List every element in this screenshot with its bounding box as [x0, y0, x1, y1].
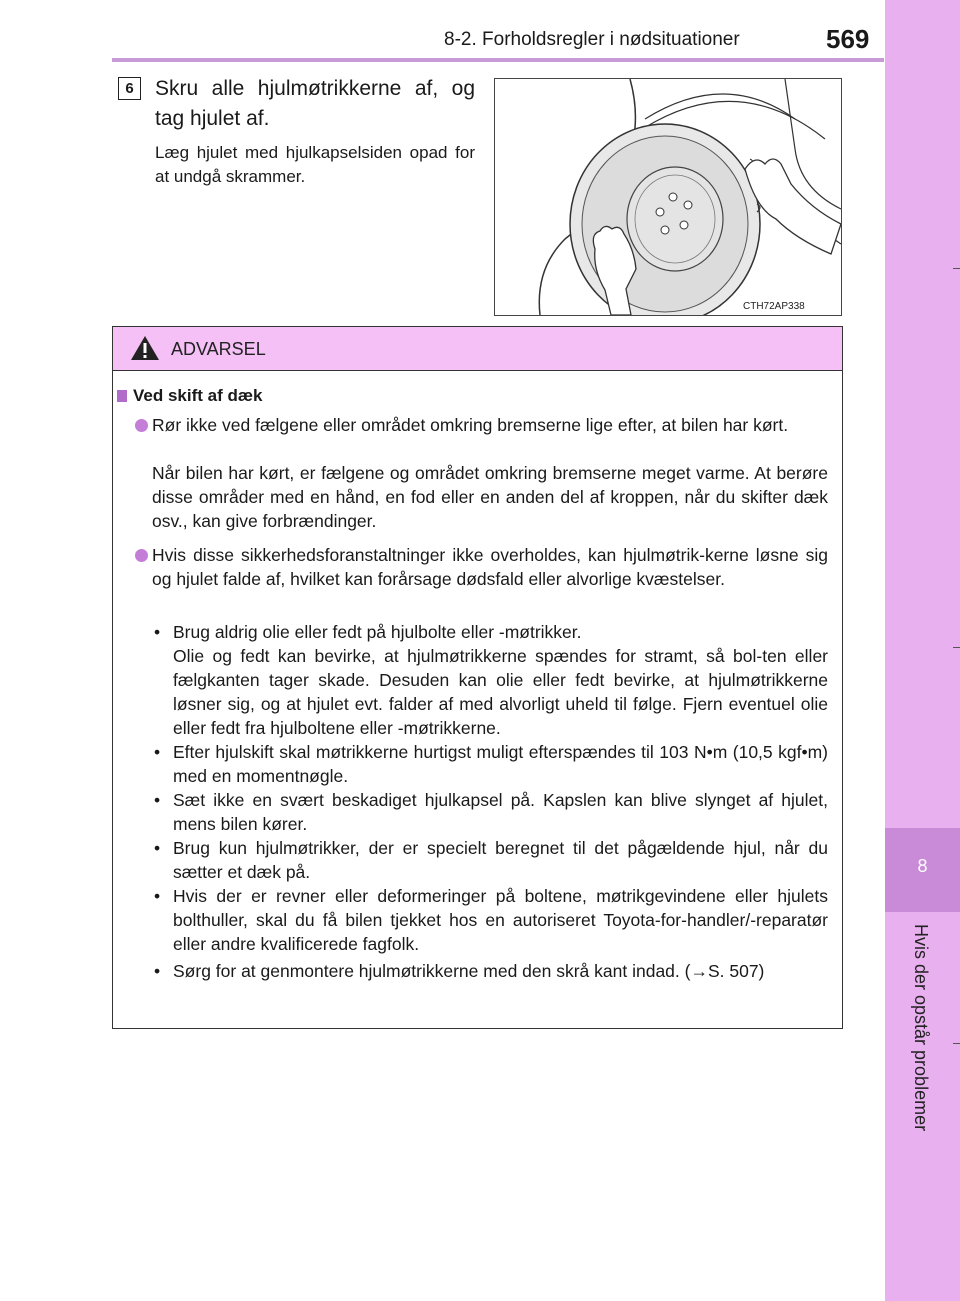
square-bullet-icon	[117, 390, 127, 402]
circle-bullet-icon	[135, 549, 148, 562]
crop-mark	[953, 268, 960, 269]
list-item-text: Olie og fedt kan bevirke, at hjulmøtrikkerne spændes for stramt, så bol-ten eller fælgkanten tager skade. Desuden kan olie eller fedt bevirke, at hjulmøtrikkerne løsner sig, og at hjulet evt. falder af med alvorligt uheld til følge. Fjern eventuel olie eller fedt fra hjulboltene eller -møtrikkerne.	[173, 646, 828, 738]
circle-bullet-icon	[135, 419, 148, 432]
list-item: • Brug kun hjulmøtrikker, der er specielt beregnet til det pågældende hjul, når du sætter et dæk på.	[152, 836, 828, 884]
list-item: • Sæt ikke en svært beskadiget hjulkapsel på. Kapslen kan blive slynget af hjulet, mens bilen kører.	[152, 788, 828, 836]
section-title: 8-2. Forholdsregler i nødsituationer	[444, 29, 740, 50]
list-item-continuation	[152, 644, 828, 740]
warning-subheading-text: Ved skift af dæk	[133, 386, 263, 405]
wheel-removal-illustration	[494, 78, 842, 316]
crop-mark	[953, 647, 960, 648]
warning-paragraph: Hvis disse sikkerhedsforanstaltninger ikke overholdes, kan hjulmøtrik-kerne løsne sig og hjulet falde af, hvilket kan forårsage dødsfald eller alvorlige kvæstelser.	[152, 545, 828, 589]
list-item: • Efter hjulskift skal møtrikkerne hurtigst muligt efterspændes til 103 N•m (10,5 kgf•m) med en momentnøgle.	[152, 740, 828, 788]
wheel-removal-drawing	[495, 79, 841, 315]
list-item: • Sørg for at genmontere hjulmøtrikkerne med den skrå kant indad. (→S. 507)	[152, 956, 828, 986]
header-rule	[112, 58, 884, 62]
step-instruction: Skru alle hjulmøtrikkerne af, og tag hjulet af.	[155, 77, 475, 130]
step-number-badge: 6	[118, 77, 141, 100]
crop-mark	[953, 1043, 960, 1044]
illustration-code: CTH72AP338	[743, 301, 805, 312]
list-item: • Brug aldrig olie eller fedt på hjulbolte eller -møtrikker.	[152, 620, 828, 644]
list-item: • Hvis der er revner eller deformeringer på boltene, møtrikgevindene eller hjulets bolthuller, skal du få bilen tjekket hos en autoriseret Toyota-for-handler/-reparatør eller andre kvalificerede fagfolk.	[152, 884, 828, 956]
warning-sub-list	[152, 620, 828, 986]
warning-title: ADVARSEL	[171, 339, 266, 359]
chapter-number: 8	[917, 856, 928, 876]
warning-paragraph: Når bilen har kørt, er fælgene og området omkring bremserne meget varme. At berøre disse områder med en hånd, en fod eller en anden del af kroppen, når du skifter dæk osv., kan give forbrændinger.	[152, 463, 828, 531]
step-note: Læg hjulet med hjulkapselsiden opad for at undgå skrammer.	[155, 143, 475, 186]
chapter-title: Hvis der opstår problemer	[911, 924, 931, 1132]
warning-header	[113, 327, 842, 371]
warning-triangle-icon	[130, 335, 160, 361]
page-number: 569	[826, 24, 870, 54]
warning-subheading	[117, 386, 262, 406]
warning-paragraph: Rør ikke ved fælgene eller området omkring bremserne lige efter, at bilen har kørt.	[152, 415, 789, 435]
